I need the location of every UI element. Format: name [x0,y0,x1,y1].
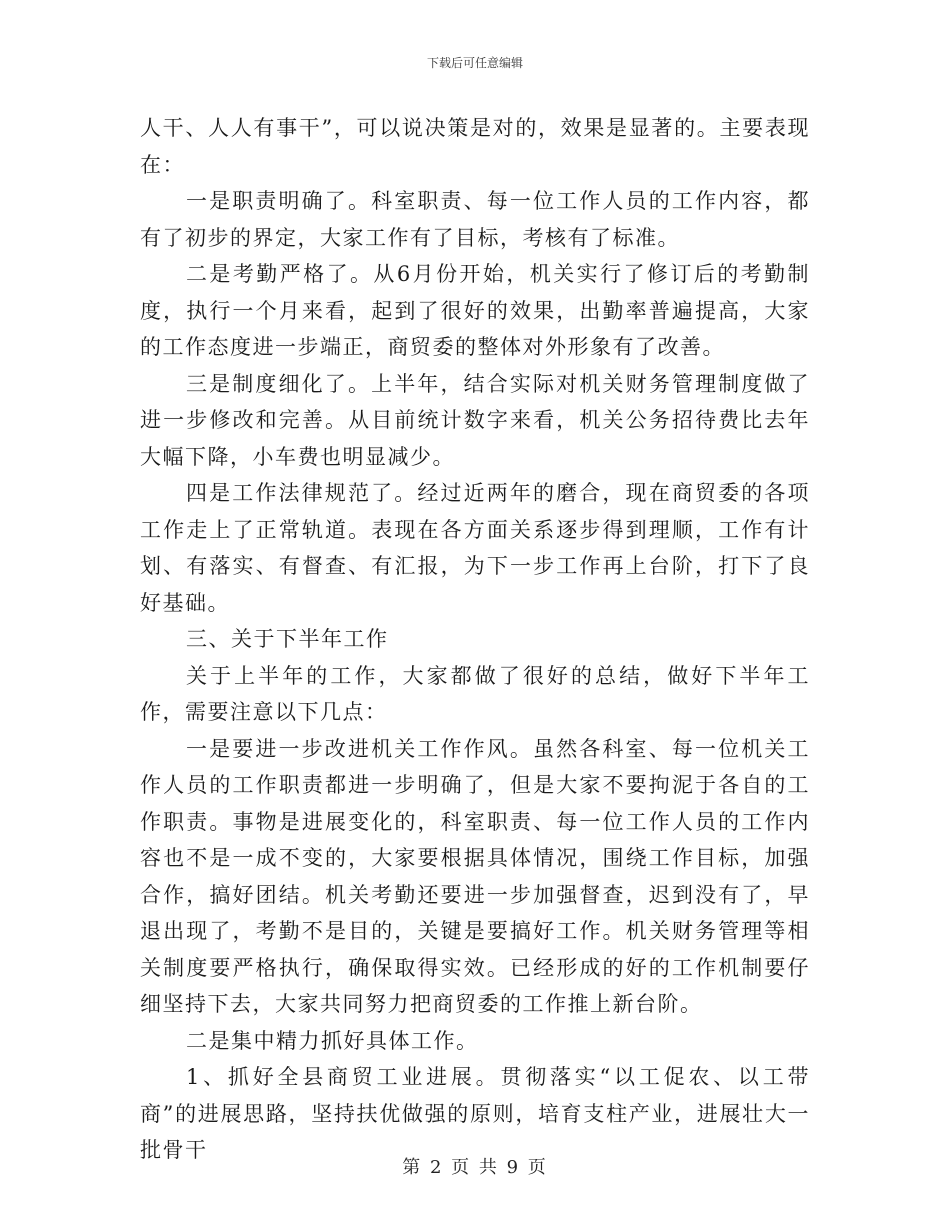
paragraph-1: 人干、人人有事干”，可以说决策是对的，效果是显著的。主要表现在： [140,116,810,177]
page-header: 下载后可任意编辑 [426,56,523,70]
paragraph-2: 一是职责明确了。科室职责、每一位工作人员的工作内容，都有了初步的界定，大家工作有了目标，考核有了标准。 [140,189,810,250]
page-number: 第 2 页 共 9 页 [402,1157,548,1178]
paragraph-3: 二是考勤严格了。从6月份开始，机关实行了修订后的考勤制度，执行一个月来看，起到了很好的效果，出勤率普遍提高，大家的工作态度进一步端正，商贸委的整体对外形象有了改善。 [140,262,810,359]
paragraph-9: 二是集中精力抓好具体工作。 [186,1028,479,1053]
paragraph-5: 四是工作法律规范了。经过近两年的磨合，现在商贸委的各项工作走上了正常轨道。表现在各方面关系逐步得到理顺，工作有计划、有落实、有督查、有汇报，为下一步工作再上台阶，打下了良好基础。 [140,481,810,615]
paragraph-4: 三是制度细化了。上半年，结合实际对机关财务管理制度做了进一步修改和完善。从目前统计数字来看，机关公务招待费比去年大幅下降，小车费也明显减少。 [140,371,810,469]
section-heading: 三、关于下半年工作 [186,627,389,651]
paragraph-7: 关于上半年的工作，大家都做了很好的总结，做好下半年工作，需要注意以下几点： [140,663,810,724]
document-body [140,110,810,1169]
paragraph-8: 一是要进一步改进机关工作作风。虽然各科室、每一位机关工作人员的工作职责都进一步明确了，但是大家不要拘泥于各自的工作职责。事物是进展变化的，科室职责、每一位工作人员的工作内容也不是一成不变的，大家要根据具体情况，围绕工作目标，加强合作，搞好团结。机关考勤还要进一步加强督查，迟到没有了，早退出现了，考勤不是目的，关键是要搞好工作。机关财务管理等相关制度要严格执行，确保取得实效。已经形成的好的工作机制要仔细坚持下去，大家共同努力把商贸委的工作推上新台阶。 [140,736,810,1016]
paragraph-10: 1、抓好全县商贸工业进展。贯彻落实“以工促农、以工带商”的进展思路，坚持扶优做强的原则，培育支柱产业，进展壮大一批骨干 [140,1065,810,1162]
